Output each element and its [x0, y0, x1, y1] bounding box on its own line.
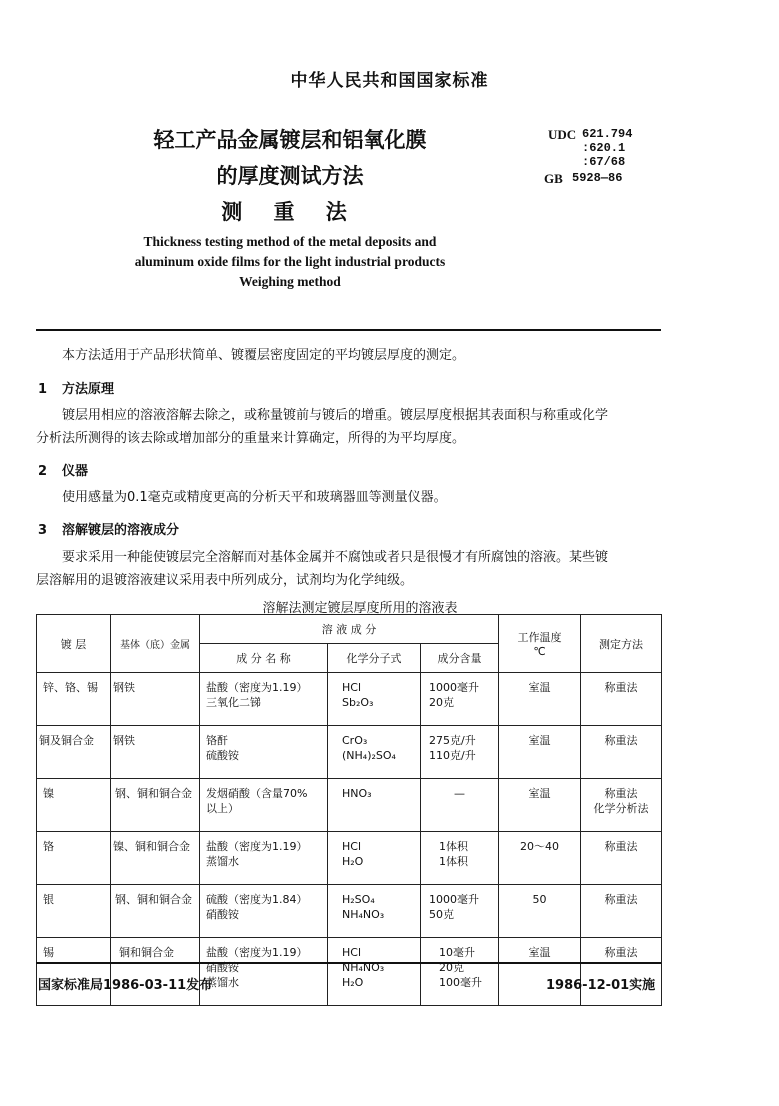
method: 称重法	[604, 893, 638, 906]
method: 化学分析法	[593, 802, 649, 815]
cell-coating: 锌、铬、锡	[37, 673, 111, 726]
temperature-unit: ℃	[533, 645, 546, 658]
cell-method	[581, 885, 662, 938]
component: 蒸馏水	[206, 976, 239, 989]
english-title-line-3: Weighing method	[239, 274, 341, 289]
cell-coating: 铜及铜合金	[37, 726, 111, 779]
cell-contents	[421, 726, 499, 779]
content: 110克/升	[429, 749, 476, 762]
content: 20克	[429, 696, 454, 709]
chinese-title-line-2: 的厚度测试方法	[216, 164, 364, 188]
formula: HCl	[342, 840, 362, 853]
content: 1体积	[439, 855, 468, 868]
section-1-line-1: 镀层用相应的溶液溶解去除之，或称量镀前与镀后的增重。镀层厚度根据其表面积与称重或化学	[62, 408, 609, 423]
component: 三氧化二锑	[206, 696, 261, 709]
cell-formulas	[328, 885, 421, 938]
formula: Sb₂O₃	[342, 696, 374, 709]
header-content: 成分含量	[421, 644, 499, 673]
gb-code: 5928—86	[572, 171, 623, 185]
chinese-title-line-1: 轻工产品金属镀层和铝氧化膜	[153, 128, 427, 152]
cell-contents	[421, 832, 499, 885]
solution-table	[36, 614, 662, 1006]
header-temperature	[499, 615, 581, 673]
formula: (NH₄)₂SO₄	[342, 749, 396, 762]
cell-components	[200, 726, 328, 779]
content: 275克/升	[429, 734, 476, 747]
component: 硫酸（密度为1.84）	[206, 893, 308, 906]
header-component: 成 分 名 称	[200, 644, 328, 673]
table-caption: 溶解法测定镀层厚度所用的溶液表	[262, 601, 458, 616]
component: 发烟硝酸（含量70%	[206, 787, 308, 800]
cell-contents	[421, 673, 499, 726]
cell-components	[200, 779, 328, 832]
header-method: 测定方法	[581, 615, 662, 673]
header-divider	[36, 329, 661, 331]
section-title: 溶解镀层的溶液成分	[62, 523, 180, 538]
cell-contents	[421, 938, 499, 1006]
section-title: 仪器	[62, 464, 89, 479]
section-3-heading	[38, 519, 179, 538]
content: 10毫升	[439, 946, 475, 959]
cell-temperature: 50	[499, 885, 581, 938]
intro-paragraph: 本方法适用于产品形状简单、镀覆层密度固定的平均镀层厚度的测定。	[62, 348, 466, 363]
udc-code-2: :620.1	[582, 141, 626, 155]
issuing-organization: 中华人民共和国国家标准	[290, 71, 489, 91]
method: 称重法	[604, 787, 638, 800]
cell-formulas	[328, 832, 421, 885]
cell-formulas	[328, 726, 421, 779]
section-2-line-1: 使用感量为0.1毫克或精度更高的分析天平和玻璃器皿等测量仪器。	[62, 490, 447, 505]
cell-substrate: 钢铁	[111, 726, 200, 779]
content: 100毫升	[439, 976, 482, 989]
udc-label: UDC	[548, 127, 577, 142]
method: 称重法	[604, 681, 638, 694]
gb-label: GB	[544, 171, 563, 186]
cell-coating: 银	[37, 885, 111, 938]
component: 硝酸铵	[206, 961, 239, 974]
cell-substrate: 钢、铜和铜合金	[111, 885, 200, 938]
table-row	[37, 832, 662, 885]
udc-code-3: :67/68	[582, 155, 626, 169]
component: 盐酸（密度为1.19）	[206, 681, 308, 694]
method: 称重法	[604, 840, 638, 853]
content: —	[454, 787, 465, 800]
cell-formulas	[328, 779, 421, 832]
header-substrate: 基体（底）金属	[111, 615, 200, 673]
section-number: 2	[38, 464, 48, 479]
content: 20克	[439, 961, 464, 974]
cell-substrate: 镍、铜和铜合金	[111, 832, 200, 885]
formula: CrO₃	[342, 734, 368, 747]
component: 以上）	[206, 802, 239, 815]
cell-components	[200, 885, 328, 938]
footer-divider	[36, 962, 661, 964]
formula: H₂O	[342, 855, 364, 868]
cell-substrate: 钢铁	[111, 673, 200, 726]
section-1-heading	[38, 378, 114, 397]
cell-formulas	[328, 673, 421, 726]
table-row	[37, 938, 662, 1006]
cell-substrate: 铜和铜合金	[111, 938, 200, 1006]
section-3-line-1: 要求采用一种能使镀层完全溶解而对基体金属并不腐蚀或者只是很慢才有所腐蚀的溶液。某些镀	[62, 550, 609, 565]
cell-method	[581, 673, 662, 726]
section-3-line-2: 层溶解用的退镀溶液建议采用表中所列成分，试剂均为化学纯级。	[36, 573, 414, 588]
cell-temperature: 室温	[499, 673, 581, 726]
header-coating: 镀 层	[37, 615, 111, 673]
cell-coating: 铬	[37, 832, 111, 885]
cell-contents	[421, 779, 499, 832]
header-solution: 溶 液 成 分	[200, 615, 499, 644]
formula: HNO₃	[342, 787, 372, 800]
cell-temperature: 室温	[499, 779, 581, 832]
section-2-heading	[38, 460, 88, 479]
english-title-line-2: aluminum oxide films for the light industrial products	[134, 254, 446, 269]
content: 1000毫升	[429, 681, 479, 694]
table-row	[37, 885, 662, 938]
section-title: 方法原理	[62, 382, 115, 397]
cell-coating: 锡	[37, 938, 111, 1006]
header-formula: 化学分子式	[328, 644, 421, 673]
cell-substrate: 钢、铜和铜合金	[111, 779, 200, 832]
table-row	[37, 779, 662, 832]
formula: HCl	[342, 681, 362, 694]
cell-components	[200, 938, 328, 1006]
table-row	[37, 673, 662, 726]
content: 50克	[429, 908, 454, 921]
component: 蒸馏水	[206, 855, 239, 868]
effective-date: 1986-12-01实施	[546, 978, 656, 993]
content: 1体积	[439, 840, 468, 853]
cell-method	[581, 779, 662, 832]
udc-code-1: 621.794	[582, 127, 633, 141]
component: 铬酐	[206, 734, 228, 747]
cell-temperature: 20～40	[499, 832, 581, 885]
cell-method	[581, 726, 662, 779]
cell-contents	[421, 885, 499, 938]
table-header-row	[37, 615, 662, 644]
component: 硝酸铵	[206, 908, 239, 921]
cell-method	[581, 832, 662, 885]
temperature-label: 工作温度	[517, 631, 562, 644]
method: 称重法	[604, 946, 638, 959]
component: 硫酸铵	[206, 749, 239, 762]
method: 称重法	[604, 734, 638, 747]
formula: H₂SO₄	[342, 893, 375, 906]
component: 盐酸（密度为1.19）	[206, 946, 308, 959]
formula: HCl	[342, 946, 362, 959]
formula: NH₄NO₃	[342, 961, 385, 974]
cell-formulas	[328, 938, 421, 1006]
cell-temperature: 室温	[499, 938, 581, 1006]
section-1-line-2: 分析法所测得的该去除或增加部分的重量来计算确定，所得的为平均厚度。	[36, 431, 466, 446]
cell-components	[200, 832, 328, 885]
section-number: 1	[38, 382, 48, 397]
cell-components	[200, 673, 328, 726]
chinese-title-line-3: 测 重 法	[221, 200, 359, 224]
english-title-line-1: Thickness testing method of the metal deposits and	[143, 234, 437, 249]
content: 1000毫升	[429, 893, 479, 906]
section-number: 3	[38, 523, 48, 538]
cell-coating: 镍	[37, 779, 111, 832]
cell-temperature: 室温	[499, 726, 581, 779]
issue-date: 国家标准局1986-03-11发布	[38, 978, 213, 993]
formula: H₂O	[342, 976, 364, 989]
cell-method	[581, 938, 662, 1006]
component: 盐酸（密度为1.19）	[206, 840, 308, 853]
formula: NH₄NO₃	[342, 908, 385, 921]
table-row	[37, 726, 662, 779]
